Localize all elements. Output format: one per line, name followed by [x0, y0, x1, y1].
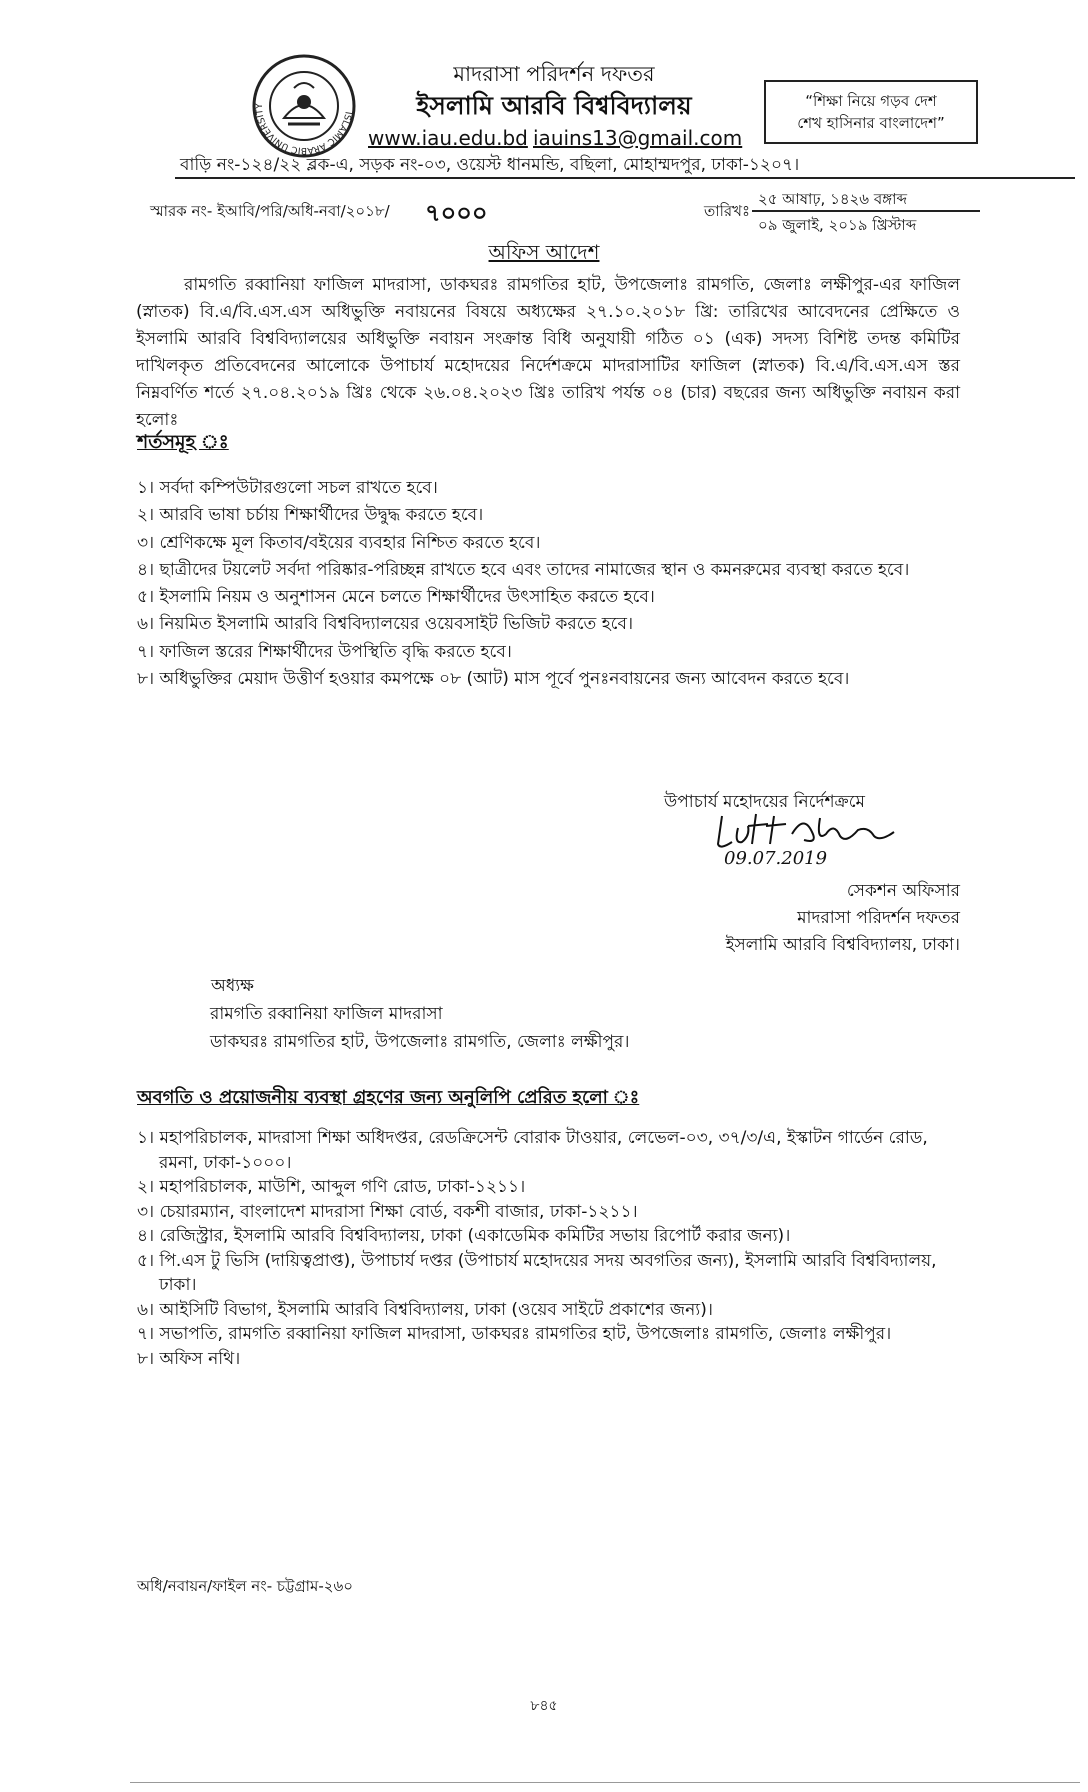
recipient-title: অধ্যক্ষ — [211, 976, 254, 996]
date-bangla: ২৫ আষাঢ়, ১৪২৬ বঙ্গাব্দ — [758, 190, 907, 208]
copy-item: ৬। আইসিটি বিভাগ, ইসলামি আরবি বিশ্ববিদ্যালয়, ঢাকা (ওয়েব সাইটে প্রকাশের জন্য)। — [137, 1299, 713, 1320]
signatory-office: মাদরাসা পরিদর্শন দফতর — [797, 908, 960, 928]
handwritten-date: 09.07.2019 — [724, 848, 828, 869]
document-title — [0, 238, 1088, 271]
condition-item: ৬। নিয়মিত ইসলামি আরবি বিশ্ববিদ্যালয়ের ওয়েবসাইট ভিজিট করতে হবে। — [137, 614, 634, 635]
slogan-line-2: শেখ হাসিনার বাংলাদেশ” — [797, 114, 945, 132]
condition-item: ৩। শ্রেণিকক্ষে মূল কিতাব/বইয়ের ব্যবহার নিশ্চিত করতে হবে। — [137, 532, 541, 553]
copy-item: ৭। সভাপতি, রামগতি রব্বানিয়া ফাজিল মাদরাসা, ডাকঘরঃ রামগতির হাট, উপজেলাঃ রামগতি, জেলাঃ লক্ষীপুর। — [137, 1324, 892, 1344]
office-address: বাড়ি নং-১২৪/২২ ব্লক-এ, সড়ক নং-০৩, ওয়েস্ট ধানমন্ডি, বছিলা, মোহাম্মদপুর, ঢাকা-১২০৭। — [180, 155, 800, 175]
date-divider — [752, 210, 980, 212]
header-divider — [175, 177, 1075, 179]
signatory-designation: সেকশন অফিসার — [846, 881, 960, 901]
website-link[interactable]: www.iau.edu.bd — [368, 126, 528, 150]
condition-item: ৪। ছাত্রীদের টয়লেট সর্বদা পরিষ্কার-পরিচ্ছন্ন রাখতে হবে এবং তাদের নামাজের স্থান ও কমনরুমের ব্যবস্থা করতে হবে। — [137, 559, 910, 580]
copy-heading: অবগতি ও প্রয়োজনীয় ব্যবস্থা গ্রহণের জন্য অনুলিপি প্রেরিত হলো ঃ — [137, 1087, 640, 1108]
recipient-institution: রামগতি রব্বানিয়া ফাজিল মাদরাসা — [210, 1004, 443, 1024]
email-link[interactable]: iauins13@gmail.com — [533, 126, 743, 150]
condition-item: ৫। ইসলামি নিয়ম ও অনুশাসন মেনে চলতে শিক্ষার্থীদের উৎসাহিত করতে হবে। — [137, 587, 655, 608]
order-paragraph: রামগতি রব্বানিয়া ফাজিল মাদরাসা, ডাকঘরঃ রামগতির হাট, উপজেলাঃ রামগতি, জেলাঃ লক্ষীপুর-এর ফাজিল (স্নাতক) বি.এ/বি.এস.এস অধিভুক্তি নবায়নের বিষয়ে অধ্যক্ষের ২৭.১০.২০১৮ খ্রি: তারিখের আবেদনের প্রেক্ষিতে ও ইসলামি আরবি বিশ্ববিদ্যালয়ের অধিভুক্তি নবায়ন সংক্রান্ত বিধি অনুযায়ী গঠিত ০১ (এক) সদস্য বিশিষ্ট তদন্ত কমিটির দাখিলকৃত প্রতিবেদনের আলোকে উপাচার্য মহোদয়ের নির্দেশক্রমে মাদরাসাটির ফাজিল (স্নাতক) বি.এ/বি.এস.এস স্তর নিম্নবর্ণিত শর্তে ২৭.০৪.২০১৯ খ্রিঃ থেকে ২৬.০৪.২০২৩ খ্রিঃ তারিখ পর্যন্ত ০৪ (চার) বছরের জন্য অধিভুক্তি নবায়ন করা হলোঃ — [136, 275, 960, 430]
handwritten-signature — [708, 808, 914, 870]
copy-item: ৮। অফিস নথি। — [137, 1348, 241, 1369]
signatory-block — [600, 878, 960, 959]
date-label: তারিখঃ — [704, 202, 750, 220]
office-name: মাদরাসা পরিদর্শন দফতর — [453, 62, 655, 86]
recipient-block — [210, 972, 629, 1056]
document-title-text: অফিস আদেশ — [488, 240, 600, 264]
condition-item: ২। আরবি ভাষা চর্চায় শিক্ষার্থীদের উদ্বুদ্ধ করতে হবে। — [137, 505, 484, 526]
copy-list — [137, 1126, 952, 1371]
copy-item: ২। মহাপরিচালক, মাউশি, আব্দুল গণি রোড, ঢাকা-১২১১। — [137, 1177, 526, 1197]
memo-number: ৭০০০ — [425, 199, 488, 227]
condition-item: ৭। ফাজিল স্তরের শিক্ষার্থীদের উপস্থিতি বৃদ্ধি করতে হবে। — [137, 641, 512, 662]
memo-number-label: স্মারক নং- ইআবি/পরি/অধি-নবা/২০১৮/ — [150, 202, 390, 220]
conditions-heading: শর্তসমূহ ঃ — [137, 431, 229, 453]
logo-text: ISLAMIC ARABIC UNIVERSITY — [254, 103, 353, 156]
copy-item: ১। মহাপরিচালক, মাদরাসা শিক্ষা অধিদপ্তর, রেডক্রিসেন্ট বোরাক টাওয়ার, লেভেল-০৩, ৩৭/৩/এ, ইস্কাটন গার্ডেন রোড, রমনা, ঢাকা-১০০০। — [137, 1128, 928, 1173]
copy-item: ৫। পি.এস টু ভিসি (দায়িত্বপ্রাপ্ত), উপাচার্য দপ্তর (উপাচার্য মহোদয়ের সদয় অবগতির জন্য), ইসলামি আরবি বিশ্ববিদ্যালয়, ঢাকা। — [137, 1250, 937, 1295]
university-name: ইসলামি আরবি বিশ্ববিদ্যালয় — [416, 91, 692, 120]
page-bottom-edge — [130, 1782, 1080, 1783]
date-english: ০৯ জুলাই, ২০১৯ খ্রিস্টাব্দ — [758, 216, 917, 234]
condition-item: ৮। অধিভুক্তির মেয়াদ উত্তীর্ণ হওয়ার কমপক্ষে ০৮ (আট) মাস পূর্বে পুনঃনবায়নের জন্য আবেদন করতে হবে। — [137, 669, 850, 690]
slogan-box — [764, 80, 978, 144]
recipient-address: ডাকঘরঃ রামগতির হাট, উপজেলাঃ রামগতি, জেলাঃ লক্ষীপুর। — [210, 1032, 630, 1052]
file-number: অধি/নবায়ন/ফাইল নং- চট্টগ্রাম-২৬০ — [137, 1577, 354, 1595]
signatory-university: ইসলামি আরবি বিশ্ববিদ্যালয়, ঢাকা। — [725, 935, 960, 955]
copy-item: ৪। রেজিস্ট্রার, ইসলামি আরবি বিশ্ববিদ্যালয়, ঢাকা (একাডেমিক কমিটির সভায় রিপোর্ট করার জন্য)। — [137, 1226, 791, 1246]
condition-item: ১। সর্বদা কম্পিউটারগুলো সচল রাখতে হবে। — [137, 478, 438, 498]
conditions-list — [137, 475, 997, 693]
copy-item: ৩। চেয়ারম্যান, বাংলাদেশ মাদরাসা শিক্ষা বোর্ড, বকশী বাজার, ঢাকা-১২১১। — [137, 1201, 638, 1222]
slogan-line-1: “শিক্ষা নিয়ে গড়ব দেশ — [805, 92, 937, 110]
page-number: ৮৪৫ — [530, 1698, 558, 1714]
by-order-text: উপাচার্য মহোদয়ের নির্দেশক্রমে — [664, 792, 865, 812]
